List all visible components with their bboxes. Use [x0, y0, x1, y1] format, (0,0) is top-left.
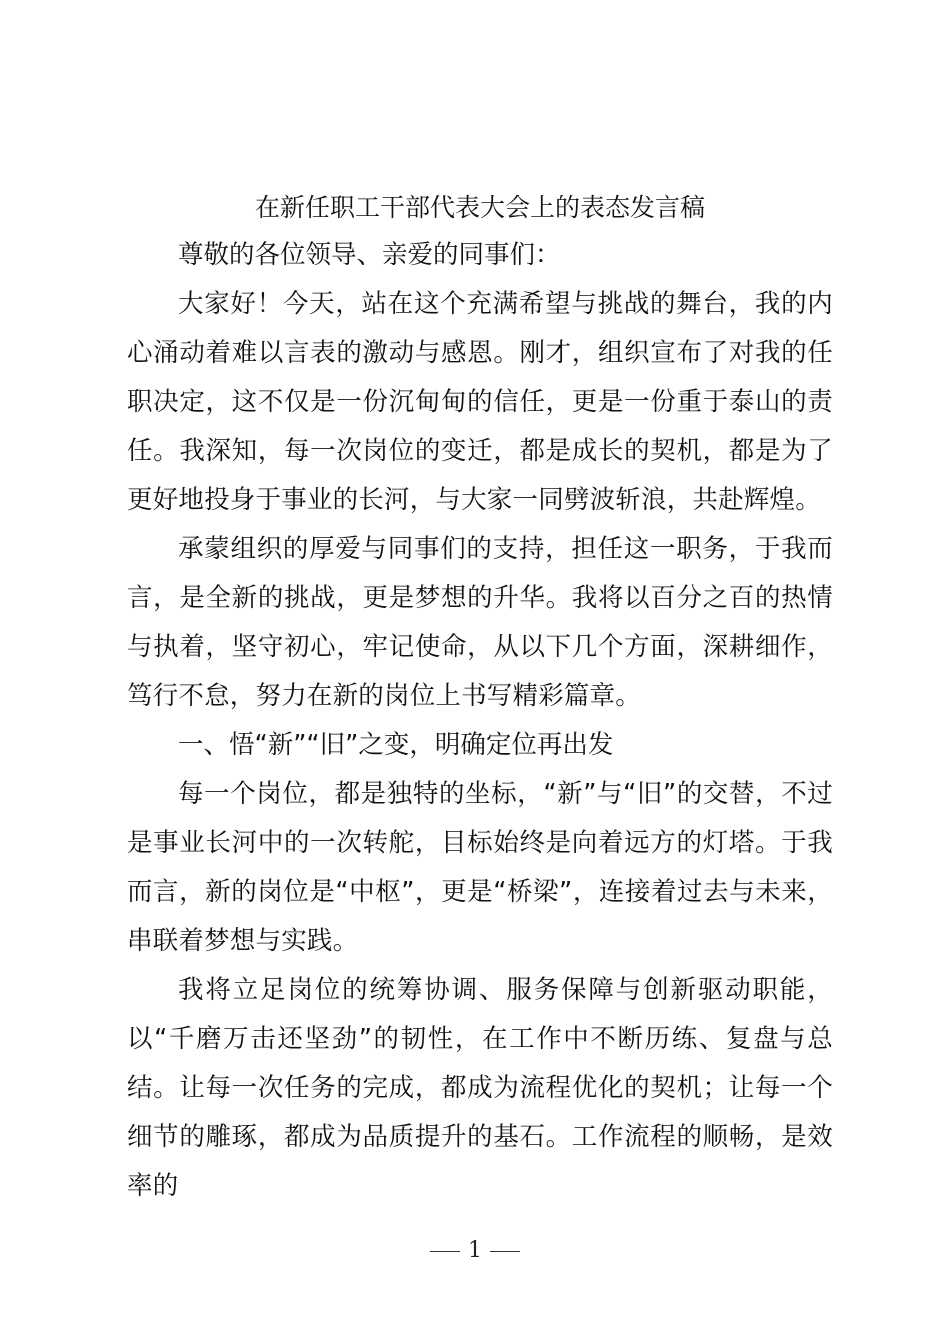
page-footer — [0, 1236, 950, 1266]
paragraph-greeting: 大家好！今天，站在这个充满希望与挑战的舞台，我的内心涌动着难以言表的激动与感恩。刚才，组织宣布了对我的任职决定，这不仅是一份沉甸甸的信任，更是一份重于泰山的责任。我深知，每一次岗位的变迁，都是成长的契机，都是为了更好地投身于事业的长河，与大家一同劈波斩浪，共赴辉煌。 — [127, 289, 833, 515]
paragraph-plan: 我将立足岗位的统筹协调、服务保障与创新驱动职能，以“千磨万击还坚劲”的韧性，在工作中不断历练、复盘与总结。让每一次任务的完成，都成为流程优化的契机；让每一个细节的雕琢，都成为品质提升的基石。工作流程的顺畅，是效率的 — [127, 975, 833, 1201]
document-body — [127, 184, 833, 1211]
section-heading: 一、悟“新”“旧”之变，明确定位再出发 — [178, 730, 614, 760]
paragraph-positioning: 每一个岗位，都是独特的坐标，“新”与“旧”的交替，不过是事业长河中的一次转舵，目标始终是向着远方的灯塔。于我而言，新的岗位是“中枢”，更是“桥梁”，连接着过去与未来，串联着梦想与实践。 — [127, 779, 833, 956]
salutation: 尊敬的各位领导、亲爱的同事们： — [178, 240, 561, 270]
paragraph-commitment: 承蒙组织的厚爱与同事们的支持，担任这一职务，于我而言，是全新的挑战，更是梦想的升华。我将以百分之百的热情与执着，坚守初心，牢记使命，从以下几个方面，深耕细作，笃行不怠，努力在新的岗位上书写精彩篇章。 — [127, 534, 833, 711]
document-title: 在新任职工干部代表大会上的表态发言稿 — [254, 193, 705, 222]
page-number: 1 — [468, 1238, 482, 1263]
footer-dash-left — [430, 1251, 460, 1252]
footer-dash-right — [490, 1251, 520, 1252]
